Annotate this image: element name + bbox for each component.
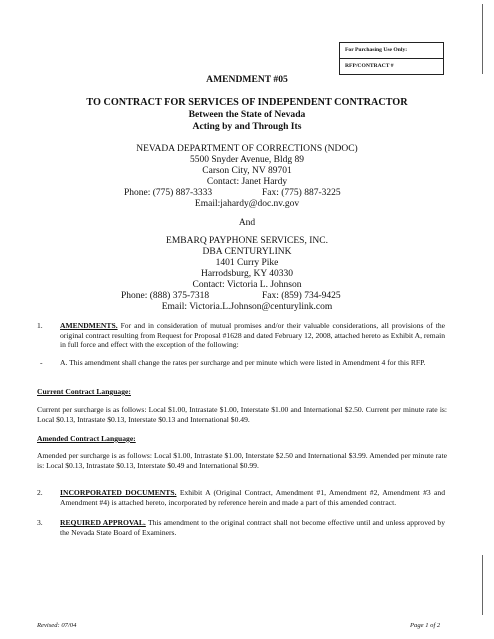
sub-item-dash: - xyxy=(40,358,43,367)
section-heading: INCORPORATED DOCUMENTS. xyxy=(60,488,177,497)
contract-subheading: Between the State of Nevada xyxy=(188,109,306,120)
section-text: For and in consideration of mutual promises and/or their valuable considerations, all provisions of the original contract resulting from Request for Proposal #1628 and dated February 12, 2008, attached hereto as Exhibit A, remain in full force and effect with the exception of the following: xyxy=(60,321,445,350)
agency-contact: Contact: Janet Hardy xyxy=(206,177,288,187)
purchasing-divider xyxy=(340,58,443,59)
contractor-email: Email: Victoria.L.Johnson@centurylink.com xyxy=(161,302,333,312)
contractor-phone: Phone: (888) 375-7318 xyxy=(121,291,210,301)
section-text: Exhibit A (Original Contract, Amendment #1, Amendment #2, Amendment #3 and Amendment #4) is attached hereto, incorporated by reference herein and made a part of this amended contract. xyxy=(60,488,445,507)
and-separator: And xyxy=(238,218,256,228)
agency-address: 5500 Snyder Avenue, Bldg 89 xyxy=(189,155,305,165)
contractor-dba: DBA CENTURYLINK xyxy=(202,247,292,257)
section-amendments xyxy=(60,321,445,350)
purchasing-label: For Purchasing Use Only: xyxy=(345,47,408,53)
page-number: Page 1 of 2 xyxy=(410,622,441,629)
contract-subheading: Acting by and Through Its xyxy=(192,121,302,132)
contractor-city: Harrodsburg, KY 40330 xyxy=(200,269,294,279)
agency-city: Carson City, NV 89701 xyxy=(202,166,292,176)
section-incorporated-documents xyxy=(60,488,445,507)
revised-date: Revised: 07/04 xyxy=(37,622,77,629)
section-number: 2. xyxy=(37,488,43,497)
contractor-fax: Fax: (859) 734-9425 xyxy=(262,291,341,301)
current-language-text: Current per surcharge is as follows: Local $1.00, Intrastate $1.00, Interstate $1.00 and International $2.50. Current per minute rate is: Local $0.13, Intrastate $0.13, Interstate $0.13 and International $0.49. xyxy=(37,405,447,424)
section-heading: AMENDMENTS. xyxy=(60,321,118,330)
section-number: 1. xyxy=(37,321,43,330)
agency-phone: Phone: (775) 887-3333 xyxy=(124,188,213,198)
scan-edge-line xyxy=(482,555,483,615)
rfp-contract-label: RFP/CONTRACT # xyxy=(345,63,394,69)
amended-language-text: Amended per surcharge is as follows: Local $1.00, Intrastate $1.00, Interstate $2.50 and International $3.99. Amended per minute rate is: Local $0.13, Intrastate $0.13, Interstate $0.49 and International $0.99. xyxy=(37,451,447,470)
agency-name: NEVADA DEPARTMENT OF CORRECTIONS (NDOC) xyxy=(136,144,358,154)
scan-edge-line xyxy=(482,4,483,74)
contractor-contact: Contact: Victoria L. Johnson xyxy=(192,280,302,290)
agency-email: Email:jahardy@doc.nv.gov xyxy=(194,199,300,209)
section-number: 3. xyxy=(37,518,43,527)
contractor-address: 1401 Curry Pike xyxy=(215,258,279,268)
section-text: This amendment to the original contract shall not become effective until and unless approved by the Nevada State Board of Examiners. xyxy=(60,518,446,537)
amended-language-heading: Amended Contract Language: xyxy=(37,434,136,443)
contract-heading: TO CONTRACT FOR SERVICES OF INDEPENDENT CONTRACTOR xyxy=(86,97,408,108)
section-heading: REQUIRED APPROVAL. xyxy=(60,518,146,527)
contractor-name: EMBARQ PAYPHONE SERVICES, INC. xyxy=(166,236,328,246)
sub-item-text: A. This amendment shall change the rates per surcharge and per minute which were listed in Amendment 4 for this RFP. xyxy=(60,358,426,367)
agency-fax: Fax: (775) 887-3225 xyxy=(262,188,341,198)
current-language-heading: Current Contract Language: xyxy=(37,387,131,396)
amendment-title: AMENDMENT #05 xyxy=(206,74,288,85)
section-required-approval xyxy=(60,518,445,537)
purchasing-box xyxy=(339,42,444,75)
